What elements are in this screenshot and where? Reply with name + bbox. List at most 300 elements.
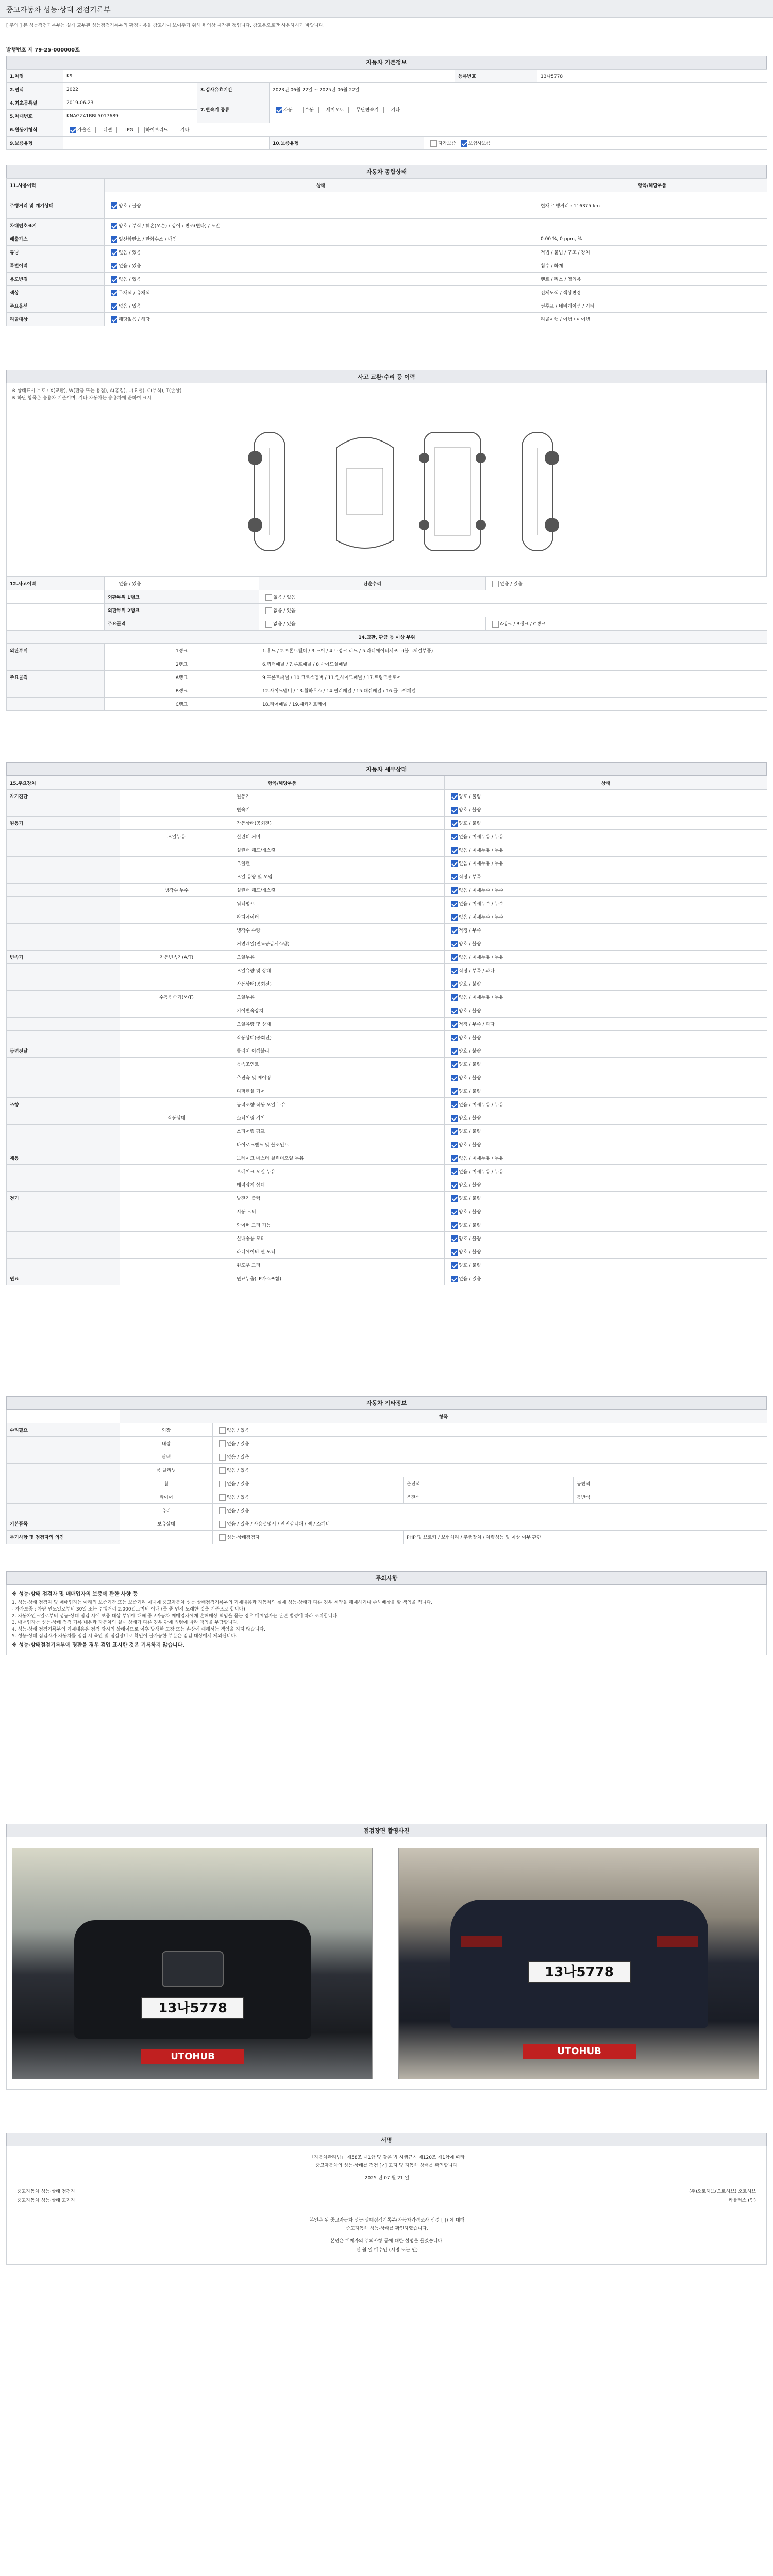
checkbox[interactable] — [297, 107, 304, 113]
detail-row — [7, 964, 767, 977]
detail-row — [7, 1192, 767, 1205]
detail-group — [7, 803, 120, 817]
detail-subgroup — [120, 1151, 233, 1165]
state-text: 양호 / 불량 — [459, 1182, 481, 1188]
checkbox[interactable] — [451, 820, 458, 827]
detail-item: 실린더 헤드/개스킷 — [233, 884, 445, 897]
state-text: 양호 / 불량 — [459, 1089, 481, 1094]
checkbox[interactable] — [116, 127, 123, 133]
other-item: 휠 — [120, 1477, 213, 1490]
detail-row — [7, 1031, 767, 1044]
other-row — [7, 1477, 767, 1490]
checkbox[interactable] — [219, 1507, 226, 1514]
tail-light — [461, 1936, 502, 1947]
other-driver-side: 운전석 — [404, 1490, 574, 1504]
col-header: 11.사용이력 — [7, 179, 105, 192]
detail-item: 작동상태(공회전) — [233, 1031, 445, 1044]
overall-status-table — [6, 178, 767, 326]
row-label: 12.사고이력 — [7, 577, 105, 590]
checkbox[interactable] — [451, 968, 458, 974]
state-text: 없음 / 미세누유 / 누유 — [459, 955, 504, 960]
checkbox[interactable] — [173, 127, 179, 133]
detail-item: 발전기 출력 — [233, 1192, 445, 1205]
parts-items: 9.프론트패널 / 10.크로스멤버 / 11.인사이드패널 / 17.트렁크플로어 — [259, 671, 767, 684]
detail-group — [7, 977, 120, 991]
detail-subgroup — [120, 1058, 233, 1071]
row-label: 리콜대상 — [7, 313, 105, 326]
checkbox[interactable] — [451, 1195, 458, 1202]
detail-item: 작동상태(공회전) — [233, 817, 445, 830]
row-label: 단순수리 — [259, 577, 486, 590]
checkbox[interactable] — [219, 1534, 226, 1541]
basic-info-table — [6, 69, 767, 150]
checkbox[interactable] — [451, 1142, 458, 1148]
photos-section — [6, 1824, 767, 2090]
state-text: 적정 / 부족 — [459, 928, 481, 934]
checkbox[interactable] — [138, 127, 145, 133]
detail-subgroup — [120, 1044, 233, 1058]
detail-group — [7, 1245, 120, 1259]
detail-row — [7, 1098, 767, 1111]
detail-subgroup — [120, 803, 233, 817]
checkbox[interactable] — [451, 1168, 458, 1175]
parts-items: 1.후드 / 2.프론트휀더 / 3.도어 / 4.트렁크 리드 / 5.라디에이터서포트(볼트체결부품) — [259, 644, 767, 657]
detail-row — [7, 803, 767, 817]
label-year: 2.연식 — [7, 83, 63, 96]
row-label: 외판부위 1랭크 — [105, 590, 259, 604]
detail-item: 오일누유 — [233, 951, 445, 964]
detail-subgroup — [120, 870, 233, 884]
detail-subgroup — [120, 817, 233, 830]
checkbox[interactable] — [430, 140, 437, 147]
detail-state — [445, 1018, 767, 1031]
detail-item: 오일 유량 및 오염 — [233, 870, 445, 884]
detail-item: 와이퍼 모터 기능 — [233, 1218, 445, 1232]
detail-row — [7, 977, 767, 991]
parts-rank: 1랭크 — [105, 644, 259, 657]
detail-state — [445, 1272, 767, 1285]
other-item: 유리 — [120, 1504, 213, 1517]
checkbox[interactable] — [451, 1035, 458, 1041]
detail-item: 추진축 및 베어링 — [233, 1071, 445, 1084]
other-value — [213, 1423, 767, 1437]
checkbox[interactable] — [348, 107, 355, 113]
row-state — [105, 192, 537, 219]
car-grille — [162, 1951, 224, 1987]
detail-subgroup — [120, 1232, 233, 1245]
detail-group: 조향 — [7, 1098, 120, 1111]
col-header: 상태 — [445, 776, 767, 790]
checkbox[interactable] — [219, 1440, 226, 1447]
value-model: K9 — [63, 70, 197, 83]
checkbox[interactable] — [451, 1209, 458, 1215]
checkbox[interactable] — [318, 107, 325, 113]
license-plate: 13나5778 — [528, 1961, 631, 1983]
row-value — [259, 617, 486, 631]
checkbox[interactable] — [451, 1115, 458, 1122]
checkbox[interactable] — [451, 807, 458, 814]
detail-state — [445, 1004, 767, 1018]
detail-item: 실린더 헤드/개스킷 — [233, 843, 445, 857]
checkbox[interactable] — [111, 236, 117, 243]
row-label: 주요옵션 — [7, 299, 105, 313]
row-label: 배출가스 — [7, 232, 105, 246]
detail-subgroup: 냉각수 누수 — [120, 884, 233, 897]
other-group: 특기사항 및 점검자의 의견 — [7, 1531, 120, 1544]
other-group: 기본품목 — [7, 1517, 120, 1531]
checkbox[interactable] — [111, 276, 117, 283]
other-value — [213, 1464, 767, 1477]
detail-state — [445, 830, 767, 843]
detail-subgroup: 수동변속기(M/T) — [120, 991, 233, 1004]
detail-row — [7, 1044, 767, 1058]
checkbox[interactable] — [451, 914, 458, 921]
checkbox[interactable] — [492, 621, 499, 628]
overall-status-title: 자동차 종합상태 — [6, 165, 767, 178]
value-text: 없음 / 있음 / 사용설명서 / 안전삼각대 / 잭 / 스패너 — [227, 1521, 330, 1527]
detail-subgroup — [120, 1218, 233, 1232]
detail-item: 원동기 — [233, 790, 445, 803]
state-text: 없음 / 미세누수 / 누수 — [459, 901, 504, 907]
detail-row — [7, 1259, 767, 1272]
checkbox[interactable] — [451, 793, 458, 800]
detail-state — [445, 951, 767, 964]
detail-state — [445, 1245, 767, 1259]
state-text: 양호 / 불량 — [459, 1075, 481, 1081]
caution-line: 4. 성능·상태 점검기록부의 기재내용은 점검 당시의 상태이므로 이후 발생한 고장 또는 손상에 대해서는 책임을 지지 않습니다. — [12, 1627, 265, 1632]
col-header: 항목/해당부품 — [537, 179, 767, 192]
detail-item: 냉각수 수량 — [233, 924, 445, 937]
checkbox[interactable] — [451, 1128, 458, 1135]
label-warranty: 9.보증유형 — [7, 137, 63, 150]
detail-state — [445, 1232, 767, 1245]
state-text: 없음 / 있음 — [119, 263, 141, 269]
detail-group: 자기진단 — [7, 790, 120, 803]
detail-section — [6, 762, 767, 1285]
state-text: 일산화탄소 / 탄화수소 / 매연 — [119, 236, 177, 242]
checkbox[interactable] — [451, 901, 458, 907]
row-label: 외판부위 2랭크 — [105, 604, 259, 617]
checkbox[interactable] — [383, 107, 390, 113]
detail-state — [445, 977, 767, 991]
detail-row — [7, 1138, 767, 1151]
detail-row — [7, 991, 767, 1004]
checkbox[interactable] — [451, 954, 458, 961]
inspector-label: 중고자동차 성능·상태 점검자 — [17, 2189, 75, 2194]
detail-item: 브레이크 마스터 실린더오일 누유 — [233, 1151, 445, 1165]
checkbox[interactable] — [219, 1494, 226, 1501]
state-text: 양호 / 불량 — [119, 203, 141, 209]
detail-row — [7, 870, 767, 884]
detail-subgroup — [120, 1245, 233, 1259]
state-text: 양호 / 불량 — [459, 941, 481, 947]
checkbox[interactable] — [70, 127, 76, 133]
detail-state — [445, 1111, 767, 1125]
detail-group — [7, 1058, 120, 1071]
parts-rank: 2랭크 — [105, 657, 259, 671]
detail-group — [7, 1178, 120, 1192]
option-label: 세미오토 — [326, 107, 344, 113]
state-text: 양호 / 불량 — [459, 1236, 481, 1242]
detail-row — [7, 1272, 767, 1285]
car-right-side-diagram — [507, 427, 568, 556]
detail-state — [445, 1192, 767, 1205]
label-model: 1.차명 — [7, 70, 63, 83]
parts-group: 외판부위 — [7, 644, 105, 657]
checkbox[interactable] — [219, 1467, 226, 1474]
other-sub-header: 항목 — [120, 1410, 767, 1423]
photos-title: 점검장면 촬영사진 — [6, 1824, 767, 1837]
detail-state — [445, 1098, 767, 1111]
detail-group — [7, 1232, 120, 1245]
checkbox[interactable] — [111, 581, 117, 587]
checkbox[interactable] — [95, 127, 102, 133]
label-transmission: 7.변속기 종류 — [197, 96, 270, 123]
checkbox[interactable] — [451, 1075, 458, 1081]
row-state — [105, 246, 537, 259]
detail-subgroup — [120, 790, 233, 803]
checkbox[interactable] — [276, 107, 282, 113]
detail-subgroup: 작동상태 — [120, 1111, 233, 1125]
other-row — [7, 1437, 767, 1450]
caution-body — [6, 1585, 767, 1655]
row-state — [105, 232, 537, 246]
row-extra: 전체도색 / 색상변경 — [537, 286, 767, 299]
detail-row — [7, 1004, 767, 1018]
detail-row — [7, 1245, 767, 1259]
detail-item: 오일유량 및 상태 — [233, 1018, 445, 1031]
detail-subgroup — [120, 1192, 233, 1205]
checkbox[interactable] — [265, 607, 272, 614]
caution-footer: ※ 성능·상태점검기록부에 명판을 경우 검업 표시한 것은 기록하지 않습니다. — [12, 1642, 184, 1648]
checkbox[interactable] — [492, 581, 499, 587]
checkbox[interactable] — [219, 1454, 226, 1461]
detail-group — [7, 1084, 120, 1098]
detail-item: 실내송풍 모터 — [233, 1232, 445, 1245]
detail-row — [7, 924, 767, 937]
row-extra: 적법 / 불법 / 구조 / 장치 — [537, 246, 767, 259]
option-label: 기타 — [391, 107, 400, 113]
detail-row — [7, 897, 767, 910]
checkbox[interactable] — [451, 874, 458, 880]
other-value — [213, 1531, 404, 1544]
detail-item: 시동 모터 — [233, 1205, 445, 1218]
detail-item: 스티어링 펌프 — [233, 1125, 445, 1138]
checkbox[interactable] — [265, 594, 272, 601]
parts-group — [7, 684, 105, 698]
checkbox[interactable] — [219, 1427, 226, 1434]
detail-subgroup — [120, 977, 233, 991]
detail-group: 제동 — [7, 1151, 120, 1165]
checkbox[interactable] — [111, 223, 117, 229]
state-text: 양호 / 불량 — [459, 1196, 481, 1201]
detail-item: 오일유량 및 상태 — [233, 964, 445, 977]
detail-table — [6, 776, 767, 1285]
checkbox[interactable] — [451, 1021, 458, 1028]
state-text: 없음 / 있음 — [119, 277, 141, 282]
state-text: 양호 / 불량 — [459, 1115, 481, 1121]
checkbox[interactable] — [451, 1101, 458, 1108]
inspector-name: (주)오토허브(오토허브) 오토허브 — [689, 2189, 756, 2194]
other-row — [7, 1490, 767, 1504]
checkbox[interactable] — [451, 941, 458, 947]
checkbox[interactable] — [451, 847, 458, 854]
state-text: 양호 / 불량 — [459, 794, 481, 800]
other-value — [213, 1450, 767, 1464]
parts-group — [7, 657, 105, 671]
row-extra: 0.00 %, 0 ppm, % — [537, 232, 767, 246]
row-extra: 썬루프 / 네비게이션 / 기타 — [537, 299, 767, 313]
value-text: 없음 / 있음 — [273, 621, 296, 627]
checkbox[interactable] — [451, 887, 458, 894]
other-group: 수리필요 — [7, 1423, 120, 1437]
value-text: 없음 / 있음 — [227, 1428, 249, 1433]
detail-title: 자동차 세부상태 — [6, 762, 767, 776]
row-label: 튜닝 — [7, 246, 105, 259]
detail-subgroup — [120, 1178, 233, 1192]
detail-row — [7, 1205, 767, 1218]
value-text: 성능·상태점검자 — [227, 1535, 260, 1540]
detail-group — [7, 1138, 120, 1151]
state-text: 양호 / 불량 — [459, 1129, 481, 1134]
other-passenger-side: 동반석 — [574, 1490, 767, 1504]
checkbox[interactable] — [451, 927, 458, 934]
checkbox[interactable] — [111, 263, 117, 269]
row-value — [259, 590, 767, 604]
checkbox[interactable] — [451, 1276, 458, 1282]
detail-state — [445, 897, 767, 910]
detail-item: 윈도우 모터 — [233, 1259, 445, 1272]
other-value — [213, 1437, 767, 1450]
checkbox[interactable] — [451, 1088, 458, 1095]
checkbox[interactable] — [451, 981, 458, 988]
state-text: 양호 / 불량 — [459, 1249, 481, 1255]
row-label: 주행거리 및 계기상태 — [7, 192, 105, 219]
checkbox[interactable] — [111, 202, 117, 209]
caution-line: 3. 매매업자는 성능·상태 점검 기록 내용과 자동차의 실제 상태가 다른 경우 관계 법령에 따라 책임을 부담합니다. — [12, 1620, 239, 1625]
row-state — [105, 313, 537, 326]
other-row — [7, 1464, 767, 1477]
checkbox[interactable] — [451, 860, 458, 867]
detail-row — [7, 1058, 767, 1071]
label-first-reg: 4.최초등록일 — [7, 96, 63, 110]
detail-state — [445, 1218, 767, 1232]
checkbox[interactable] — [219, 1521, 226, 1528]
detail-row — [7, 1178, 767, 1192]
damage-title: 사고 교환·수리 등 이력 — [6, 370, 767, 383]
detail-group — [7, 1004, 120, 1018]
detail-group — [7, 843, 120, 857]
detail-item: 라디에이터 — [233, 910, 445, 924]
row-value — [259, 604, 767, 617]
detail-row — [7, 1151, 767, 1165]
detail-row — [7, 1125, 767, 1138]
checkbox[interactable] — [111, 249, 117, 256]
value-text: 없음 / 있음 — [227, 1481, 249, 1487]
detail-subgroup — [120, 1031, 233, 1044]
detail-row — [7, 910, 767, 924]
utohub-banner: UTOHUB — [523, 2044, 636, 2059]
checkbox[interactable] — [451, 1262, 458, 1269]
checkbox[interactable] — [111, 316, 117, 323]
overall-status-section — [6, 165, 767, 326]
row-label: 용도변경 — [7, 273, 105, 286]
detail-row — [7, 1071, 767, 1084]
header-bar — [0, 0, 773, 18]
signature-section — [6, 2133, 767, 2265]
parts-rank: A랭크 — [105, 671, 259, 684]
checkbox[interactable] — [111, 290, 117, 296]
state-text: 없음 / 있음 — [119, 303, 141, 309]
checkbox[interactable] — [451, 1008, 458, 1014]
sign-text: 본인은 위 중고자동차 성능·상태점검기록부(자동차가격조사 산정 [ ]) 에 대해 — [309, 2218, 465, 2223]
row-state — [105, 286, 537, 299]
checkbox[interactable] — [461, 140, 467, 147]
checkbox[interactable] — [451, 1048, 458, 1055]
state-text: 무채색 / 유채색 — [119, 290, 150, 296]
caution-heading: ※ 성능·상태 점검자 및 매매업자의 보증에 관한 사항 등 — [12, 1591, 138, 1597]
sign-text: 「자동차관리법」 제58조 제1항 및 같은 법 시행규칙 제120조 제1항에 따라 — [309, 2155, 465, 2160]
sign-text: 본인은 매매자의 주의사항 등에 대한 설명을 들었습니다. — [330, 2239, 444, 2244]
basic-info-section — [6, 56, 767, 150]
row-label: 차대번호표기 — [7, 219, 105, 232]
detail-row — [7, 1084, 767, 1098]
detail-subgroup — [120, 1018, 233, 1031]
detail-item: 디퍼렌셜 기어 — [233, 1084, 445, 1098]
page-title: 중고자동차 성능·상태 점검기록부 — [6, 6, 111, 14]
checkbox[interactable] — [451, 1249, 458, 1256]
checkbox[interactable] — [451, 1235, 458, 1242]
detail-group — [7, 1125, 120, 1138]
state-text: 양호 / 불량 — [459, 807, 481, 813]
detail-state — [445, 1151, 767, 1165]
detail-group — [7, 924, 120, 937]
notifier-label: 중고자동차 성능·상태 고지자 — [17, 2198, 75, 2204]
checkbox[interactable] — [451, 1182, 458, 1189]
checkbox[interactable] — [265, 621, 272, 628]
state-text: 양호 / 부식 / 훼손(오손) / 상이 / 변조(변타) / 도말 — [119, 223, 220, 229]
parts-items: 12.사이드멤버 / 13.휠하우스 / 14.필러패널 / 15.대쉬패널 / 16.플로어패널 — [259, 684, 767, 698]
detail-state — [445, 1084, 767, 1098]
detail-item: 기어변속장치 — [233, 1004, 445, 1018]
checkbox[interactable] — [111, 303, 117, 310]
parts-group: 주요골격 — [7, 671, 105, 684]
checkbox[interactable] — [451, 1155, 458, 1162]
detail-group — [7, 964, 120, 977]
detail-state — [445, 937, 767, 951]
detail-item: 스티어링 기어 — [233, 1111, 445, 1125]
other-row — [7, 1531, 767, 1544]
detail-state — [445, 803, 767, 817]
other-row — [7, 1504, 767, 1517]
state-text: 없음 / 있음 — [119, 250, 141, 256]
label-vin: 5.차대번호 — [7, 110, 63, 123]
checkbox[interactable] — [451, 1061, 458, 1068]
checkbox[interactable] — [451, 994, 458, 1001]
checkbox[interactable] — [451, 834, 458, 840]
checkbox[interactable] — [219, 1481, 226, 1487]
car-front-top-diagram — [326, 427, 404, 556]
checkbox[interactable] — [451, 1222, 458, 1229]
rear-photo — [398, 1848, 759, 2079]
state-text: 없음 / 미세누수 / 누수 — [459, 914, 504, 920]
cert-number: 발행번호 제 79-25-000000호 — [6, 47, 80, 53]
damage-legend: ※ 상태표시 부호 : X(교환), W(판금 또는 용접), A(흠집), U(요철), C(부식), T(손상) — [12, 388, 182, 394]
value-first-reg: 2019-06-23 — [63, 96, 197, 110]
detail-state — [445, 1165, 767, 1178]
car-rear-top-diagram — [414, 427, 491, 556]
detail-item: 작동상태(공회전) — [233, 977, 445, 991]
